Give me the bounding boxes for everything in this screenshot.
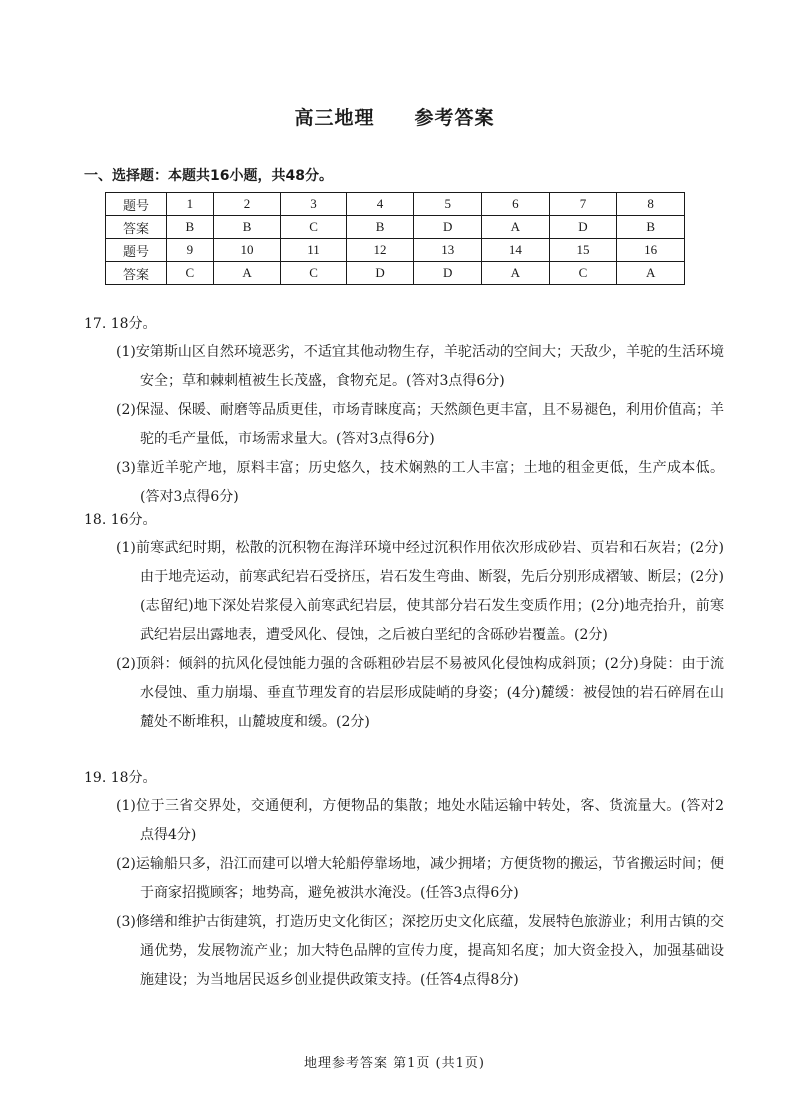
question-header: 19. 18分。 (84, 770, 157, 786)
table-cell: A (482, 262, 550, 285)
table-cell: 9 (167, 239, 214, 262)
table-cell: 14 (482, 239, 550, 262)
table-cell: 7 (549, 193, 617, 216)
answer-item: (2)保湿、保暖、耐磨等品质更佳，市场青睐度高；天然颜色更丰富，且不易褪色，利用价值高；羊驼的毛产量低，市场需求量大。(答对3点得6分) (116, 402, 724, 447)
table-cell: 2 (213, 193, 281, 216)
answer-item: (3)靠近羊驼产地，原料丰富；历史悠久，技术娴熟的工人丰富；土地的租金更低，生产成本低。(答对3点得6分) (116, 460, 724, 505)
title-subject: 高三地理 (294, 107, 375, 129)
table-cell: A (482, 216, 550, 239)
question-19 (84, 768, 724, 995)
answer-item: (1)安第斯山区自然环境恶劣，不适宜其他动物生存，羊驼活动的空间大；天敌少，羊驼的生活环境安全；草和棘刺植被生长茂盛，食物充足。(答对3点得6分) (116, 344, 724, 389)
page-footer: 地理参考答案 第1页 (共1页) (304, 1056, 485, 1071)
table-cell: 3 (281, 193, 346, 216)
title-label: 参考答案 (414, 107, 495, 129)
answer-item: (3)修缮和维护古街建筑，打造历史文化街区；深挖历史文化底蕴，发展特色旅游业；利用古镇的交通优势，发展物流产业；加大特色品牌的宣传力度，提高知名度；加大资金投入，加强基础设施建设；为当地居民返乡创业提供政策支持。(任答4点得8分) (116, 914, 724, 988)
table-cell: B (213, 216, 281, 239)
table-row (106, 216, 685, 239)
row-header: 答案 (106, 216, 167, 239)
table-cell: 5 (414, 193, 482, 216)
table-cell: C (549, 262, 617, 285)
table-cell: D (414, 262, 482, 285)
question-18 (84, 510, 724, 737)
table-cell: C (167, 262, 214, 285)
table-cell: 10 (213, 239, 281, 262)
table-cell: 8 (617, 193, 685, 216)
table-cell: D (549, 216, 617, 239)
table-cell: 13 (414, 239, 482, 262)
table-cell: A (213, 262, 281, 285)
table-cell: 4 (346, 193, 414, 216)
question-header: 18. 16分。 (84, 512, 157, 528)
table-cell: 12 (346, 239, 414, 262)
table-cell: 16 (617, 239, 685, 262)
page-title (0, 103, 789, 130)
table-cell: 11 (281, 239, 346, 262)
table-row (106, 239, 685, 262)
table-cell: C (281, 262, 346, 285)
answer-item: (2)顶斜：倾斜的抗风化侵蚀能力强的含砾粗砂岩层不易被风化侵蚀构成斜顶；(2分)身陡：由于流水侵蚀、重力崩塌、垂直节理发育的岩层形成陡峭的身姿；(4分)麓缓：被侵蚀的岩石碎屑在山麓处不断堆积，山麓坡度和缓。(2分) (116, 656, 724, 730)
row-header: 题号 (106, 239, 167, 262)
question-header: 17. 18分。 (84, 316, 157, 332)
table-cell: 15 (549, 239, 617, 262)
table-cell: 6 (482, 193, 550, 216)
answer-item: (1)前寒武纪时期，松散的沉积物在海洋环境中经过沉积作用依次形成砂岩、页岩和石灰岩；(2分)由于地壳运动，前寒武纪岩石受挤压，岩石发生弯曲、断裂，先后分别形成褶皱、断层；(2分)(志留纪)地下深处岩浆侵入前寒武纪岩层，使其部分岩石发生变质作用；(2分)地壳抬升，前寒武纪岩层出露地表，遭受风化、侵蚀，之后被白垩纪的含砾砂岩覆盖。(2分) (116, 540, 724, 643)
section-heading: 一、选择题：本题共16小题，共48分。 (84, 168, 333, 184)
answer-item: (2)运输船只多，沿江而建可以增大轮船停靠场地，减少拥堵；方便货物的搬运，节省搬运时间；便于商家招揽顾客；地势高，避免被洪水淹没。(任答3点得6分) (116, 856, 724, 901)
table-cell: B (346, 216, 414, 239)
question-17 (84, 314, 724, 512)
table-row (106, 193, 685, 216)
row-header: 题号 (106, 193, 167, 216)
row-header: 答案 (106, 262, 167, 285)
table-cell: 1 (167, 193, 214, 216)
table-cell: B (617, 216, 685, 239)
answer-item: (1)位于三省交界处，交通便利，方便物品的集散；地处水陆运输中转处，客、货流量大。(答对2点得4分) (116, 798, 724, 843)
table-cell: B (167, 216, 214, 239)
table-cell: D (414, 216, 482, 239)
table-cell: C (281, 216, 346, 239)
table-row (106, 262, 685, 285)
answer-table (105, 192, 685, 285)
table-cell: A (617, 262, 685, 285)
table-cell: D (346, 262, 414, 285)
